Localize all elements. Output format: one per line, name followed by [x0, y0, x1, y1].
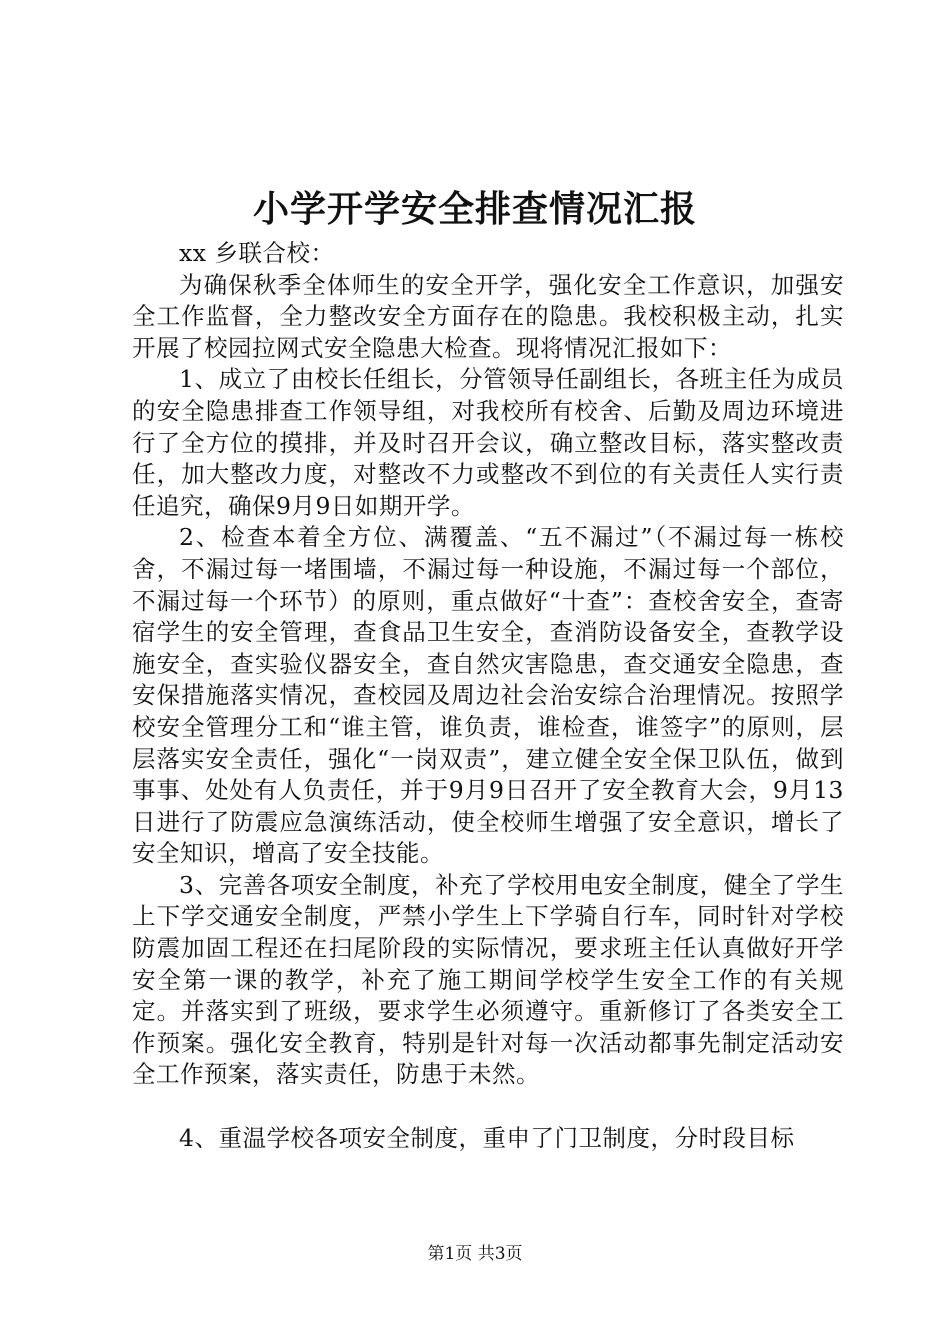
document-body: [132, 238, 844, 1154]
salutation: xx 乡联合校：: [179, 239, 335, 267]
paragraph-item-2: 2、检查本着全方位、满覆盖、“五不漏过”（不漏过每一栋校舍，不漏过每一堵围墙，不漏过每一种设施，不漏过每一个部位，不漏过每一个环节）的原则，重点做好“十查”：查校舍安全，查寄宿学生的安全管理，查食品卫生安全，查消防设备安全，查教学设施安全，查实验仪器安全，查自然灾害隐患，查交通安全隐患，查安保措施落实情况，查校园及周边社会治安综合治理情况。按照学校安全管理分工和“谁主管，谁负责，谁检查，谁签字”的原则，层层落实安全责任，强化“一岗双责”，建立健全安全保卫队伍，做到事事、处处有人负责任，并于9月9日召开了安全教育大会，9月13日进行了防震应急演练活动，使全校师生增强了安全意识，增长了安全知识，增高了安全技能。: [132, 523, 844, 868]
page-number-footer: 第1页 共3页: [427, 1244, 523, 1264]
paragraph-item-4: 4、重温学校各项安全制度，重申了门卫制度，分时段目标: [179, 1123, 795, 1152]
paragraph-item-1: 1、成立了由校长任组长，分管领导任副组长，各班主任为成员的安全隐患排查工作领导组，对我校所有校舍、后勤及周边环境进行了全方位的摸排，并及时召开会议，确立整改目标，落实整改责任，加大整改力度，对整改不力或整改不到位的有关责任人实行责任追究，确保9月9日如期开学。: [132, 365, 844, 520]
document-title: 小学开学安全排查情况汇报: [252, 188, 697, 230]
paragraph-intro: 为确保秋季全体师生的安全开学，强化安全工作意识，加强安全工作监督，全力整改安全方面存在的隐患。我校积极主动，扎实开展了校园拉网式安全隐患大检查。现将情况汇报如下：: [132, 270, 844, 362]
paragraph-item-3: 3、完善各项安全制度，补充了学校用电安全制度，健全了学生上下学交通安全制度，严禁小学生上下学骑自行车，同时针对学校防震加固工程还在扫尾阶段的实际情况，要求班主任认真做好开学安全第一课的教学，补充了施工期间学校学生安全工作的有关规定。并落实到了班级，要求学生必须遵守。重新修订了各类安全工作预案。强化安全教育，特别是针对每一次活动都事先制定活动安全工作预案，落实责任，防患于未然。: [132, 870, 844, 1089]
